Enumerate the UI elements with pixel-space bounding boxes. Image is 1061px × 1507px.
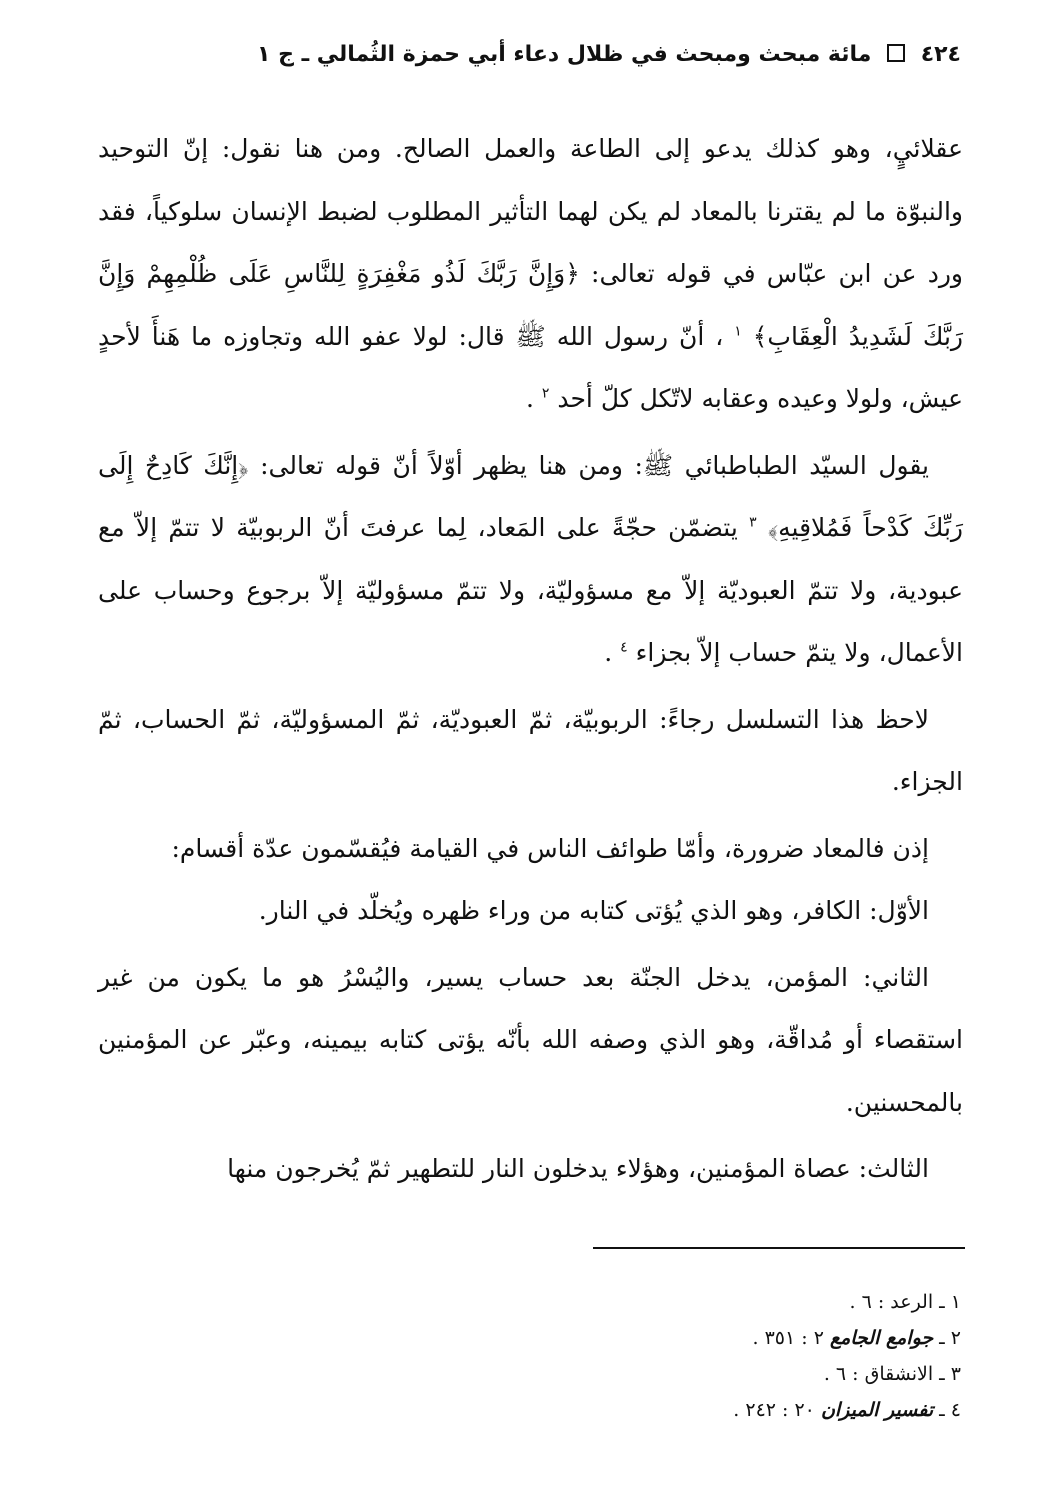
paragraph-5: الأوّل: الكافر، وهو الذي يُؤتى كتابه من وراء ظهره ويُخلّد في النار. [258, 896, 929, 925]
paragraph-2 [98, 435, 963, 685]
footnote-text: ٢ : ٣٥١ . [752, 1327, 824, 1349]
footnote-4 [100, 1392, 961, 1428]
footnote-number: ٣ ـ [939, 1363, 961, 1385]
footnote-ref-2[interactable]: ٢ [541, 385, 550, 402]
running-title: مائة مبحث ومبحث في ظلال دعاء أبي حمزة الثُمالي ـ ج ١ [256, 42, 872, 67]
square-ornament-icon [887, 44, 905, 62]
footnote-text: ٢٠ : ٢٤٢ . [733, 1399, 815, 1421]
paragraph-2-part-a: يقول السيّد الطباطبائي ﷺ: ومن هنا يظهر أوّلاً أنّ قوله تعالى: ﴿إِنَّكَ كَادِحٌ إِلَى رَبِّكَ كَدْحاً فَمُلاقِيهِ﴾ [98, 450, 964, 542]
paragraph-7: الثالث: عصاة المؤمنين، وهؤلاء يدخلون النار للتطهير ثمّ يُخرجون منها [227, 1154, 929, 1183]
paragraph-4: إذن فالمعاد ضرورة، وأمّا طوائف الناس في القيامة فيُقسّمون عدّة أقسام: [171, 833, 929, 863]
footnote-text: الرعد : ٦ . [849, 1291, 934, 1313]
main-text [98, 118, 963, 1201]
paragraph-1-part-a: عقلائيٍ، وهو كذلك يدعو إلى الطاعة والعمل الصالح. ومن هنا نقول: إنّ التوحيد والنبوّة ما لم يقترنا بالمعاد لم يكن لهما التأثير المطلوب لضبط الإنسان سلوكياً، فقد ورد عن ابن عبّاس في قوله تعالى: ﴿وَإِنَّ رَبَّكَ لَذُو مَغْفِرَةٍ لِلنَّاسِ عَلَى ظُلْمِهِمْ وَإِنَّ رَبَّكَ لَشَدِيدُ الْعِقَابِ﴾ [98, 134, 963, 351]
footnote-source-title: جوامع الجامع [829, 1327, 934, 1349]
footnote-ref-3[interactable]: ٣ [749, 514, 757, 531]
paragraph-3: لاحظ هذا التسلسل رجاءً: الربوبيّة، ثمّ العبوديّة، ثمّ المسؤوليّة، ثمّ الحساب، ثمّ الجزاء. [98, 704, 963, 796]
paragraph-2-part-c: . [604, 638, 613, 667]
page-header [100, 40, 961, 70]
page-number: ٤٢٤ [920, 42, 961, 67]
paragraph-2-part-b: يتضمّن حجّةً على المَعاد، لِما عرفتَ أنّ الربوبيّة لا تتمّ إلاّ مع عبودية، ولا تتمّ العبوديّة إلاّ مع مسؤوليّة، ولا تتمّ مسؤوليّة إلاّ برجوع وحساب على الأعمال، ولا يتمّ حساب إلاّ بجزاء [98, 513, 963, 667]
paragraph-1-part-b: ، أنّ رسول الله ﷺ قال: لولا عفو الله وتجاوزه ما هَنأَ لأحدٍ عيش، ولولا وعيده وعقابه لاتّكل كلّ أحد [98, 321, 963, 413]
footnote-number: ٤ ـ [939, 1399, 961, 1421]
paragraph-1 [98, 118, 963, 431]
footnote-2 [100, 1320, 961, 1356]
footnote-1 [100, 1284, 961, 1320]
paragraph-6: الثاني: المؤمن، يدخل الجنّة بعد حساب يسير، واليُسْرُ هو ما يكون من غير استقصاء أو مُداقّة، وهو الذي وصفه الله بأنّه يؤتى كتابه بيمينه، وعبّر عن المؤمنين بالمحسنين. [98, 962, 963, 1117]
footnote-number: ١ ـ [939, 1291, 961, 1313]
paragraph-1-part-c: . [525, 384, 534, 413]
footnote-number: ٢ ـ [939, 1327, 961, 1349]
footnote-ref-4[interactable]: ٤ [620, 639, 628, 656]
footnote-divider [593, 1247, 965, 1249]
footnotes [100, 1284, 961, 1428]
footnote-source-title: تفسير الميزان [820, 1399, 934, 1421]
footnote-text: الانشقاق : ٦ . [823, 1363, 934, 1385]
footnote-3 [100, 1356, 961, 1392]
footnote-ref-1[interactable]: ١ [734, 323, 742, 340]
